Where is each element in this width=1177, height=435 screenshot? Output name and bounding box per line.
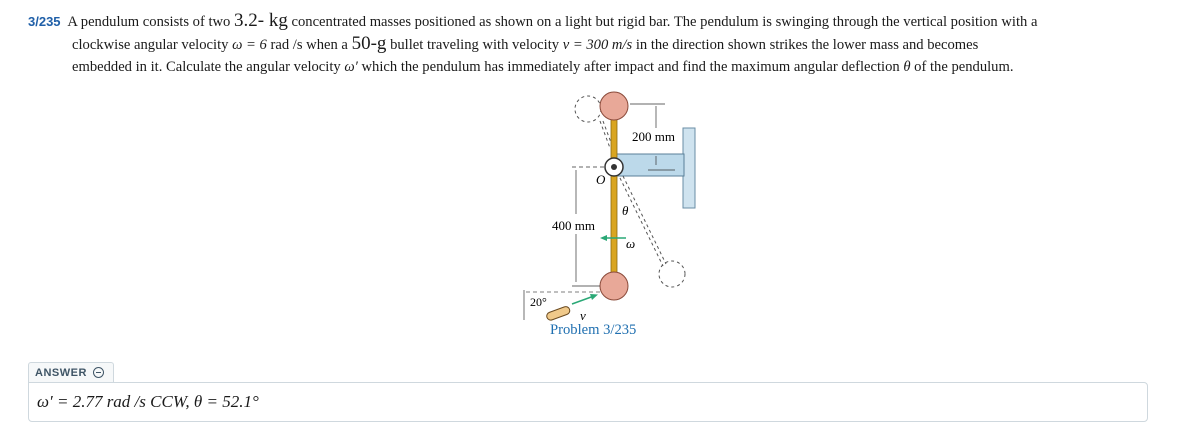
answer-tab-label: ANSWER (35, 366, 87, 379)
answer-text: ω′ = 2.77 rad /s CCW, θ = 52.1° (37, 392, 259, 411)
dim-upper-label: 200 mm (632, 129, 675, 144)
mass-value: 3.2- kg (234, 10, 288, 31)
omega-expression: ω = 6 (232, 37, 267, 53)
wall-plate (683, 128, 695, 208)
problem-text: in the direction shown strikes the lower mass and becomes (635, 37, 979, 53)
dim-lower-label: 400 mm (552, 218, 595, 233)
problem-line-1 (28, 10, 1138, 33)
omega-label: ω (626, 236, 636, 251)
problem-text: which the pendulum has immediately after impact and find the maximum angular deflection (361, 59, 900, 75)
problem-line-2 (28, 33, 1138, 56)
theta-label: θ (622, 203, 629, 218)
omega-arrowhead (600, 235, 607, 241)
answer-box (28, 382, 1148, 422)
velocity-label: v (580, 308, 586, 323)
omega-unit: rad /s (270, 37, 303, 53)
upper-mass (600, 92, 628, 120)
problem-text: when a (306, 37, 348, 53)
problem-text: clockwise angular velocity (72, 37, 229, 53)
displaced-pendulum-outline (575, 96, 685, 287)
velocity-expression: v = 300 m/s (562, 37, 633, 53)
velocity-arrowhead (590, 294, 598, 300)
velocity-arrow (572, 296, 594, 304)
lower-mass (600, 272, 628, 300)
pivot-pin (611, 164, 617, 170)
bullet (546, 306, 571, 322)
problem-number: 3/235 (28, 14, 61, 29)
bullet-mass: 50-g (351, 33, 387, 54)
pivot-label: O (596, 172, 606, 187)
angle-label: 20° (530, 295, 547, 309)
problem-text: embedded in it. Calculate the angular velocity (72, 59, 341, 75)
theta-symbol: θ (903, 59, 911, 75)
problem-statement (28, 10, 1138, 78)
collapse-icon[interactable] (93, 367, 104, 378)
problem-text: bullet traveling with velocity (390, 37, 560, 53)
problem-text: concentrated masses positioned as shown on a light but rigid bar. The pendulum is swinging through the vertical position with a (291, 14, 1038, 30)
answer-toggle[interactable] (28, 362, 114, 382)
omega-prime: ω′ (344, 59, 358, 75)
pendulum-bar (611, 104, 617, 286)
problem-line-3 (28, 56, 1138, 78)
figure-caption: Problem 3/235 (550, 322, 637, 338)
problem-text: A pendulum consists of two (67, 14, 231, 30)
problem-text: of the pendulum. (914, 59, 1014, 75)
pendulum-figure (500, 88, 740, 350)
support-bracket (616, 154, 684, 176)
